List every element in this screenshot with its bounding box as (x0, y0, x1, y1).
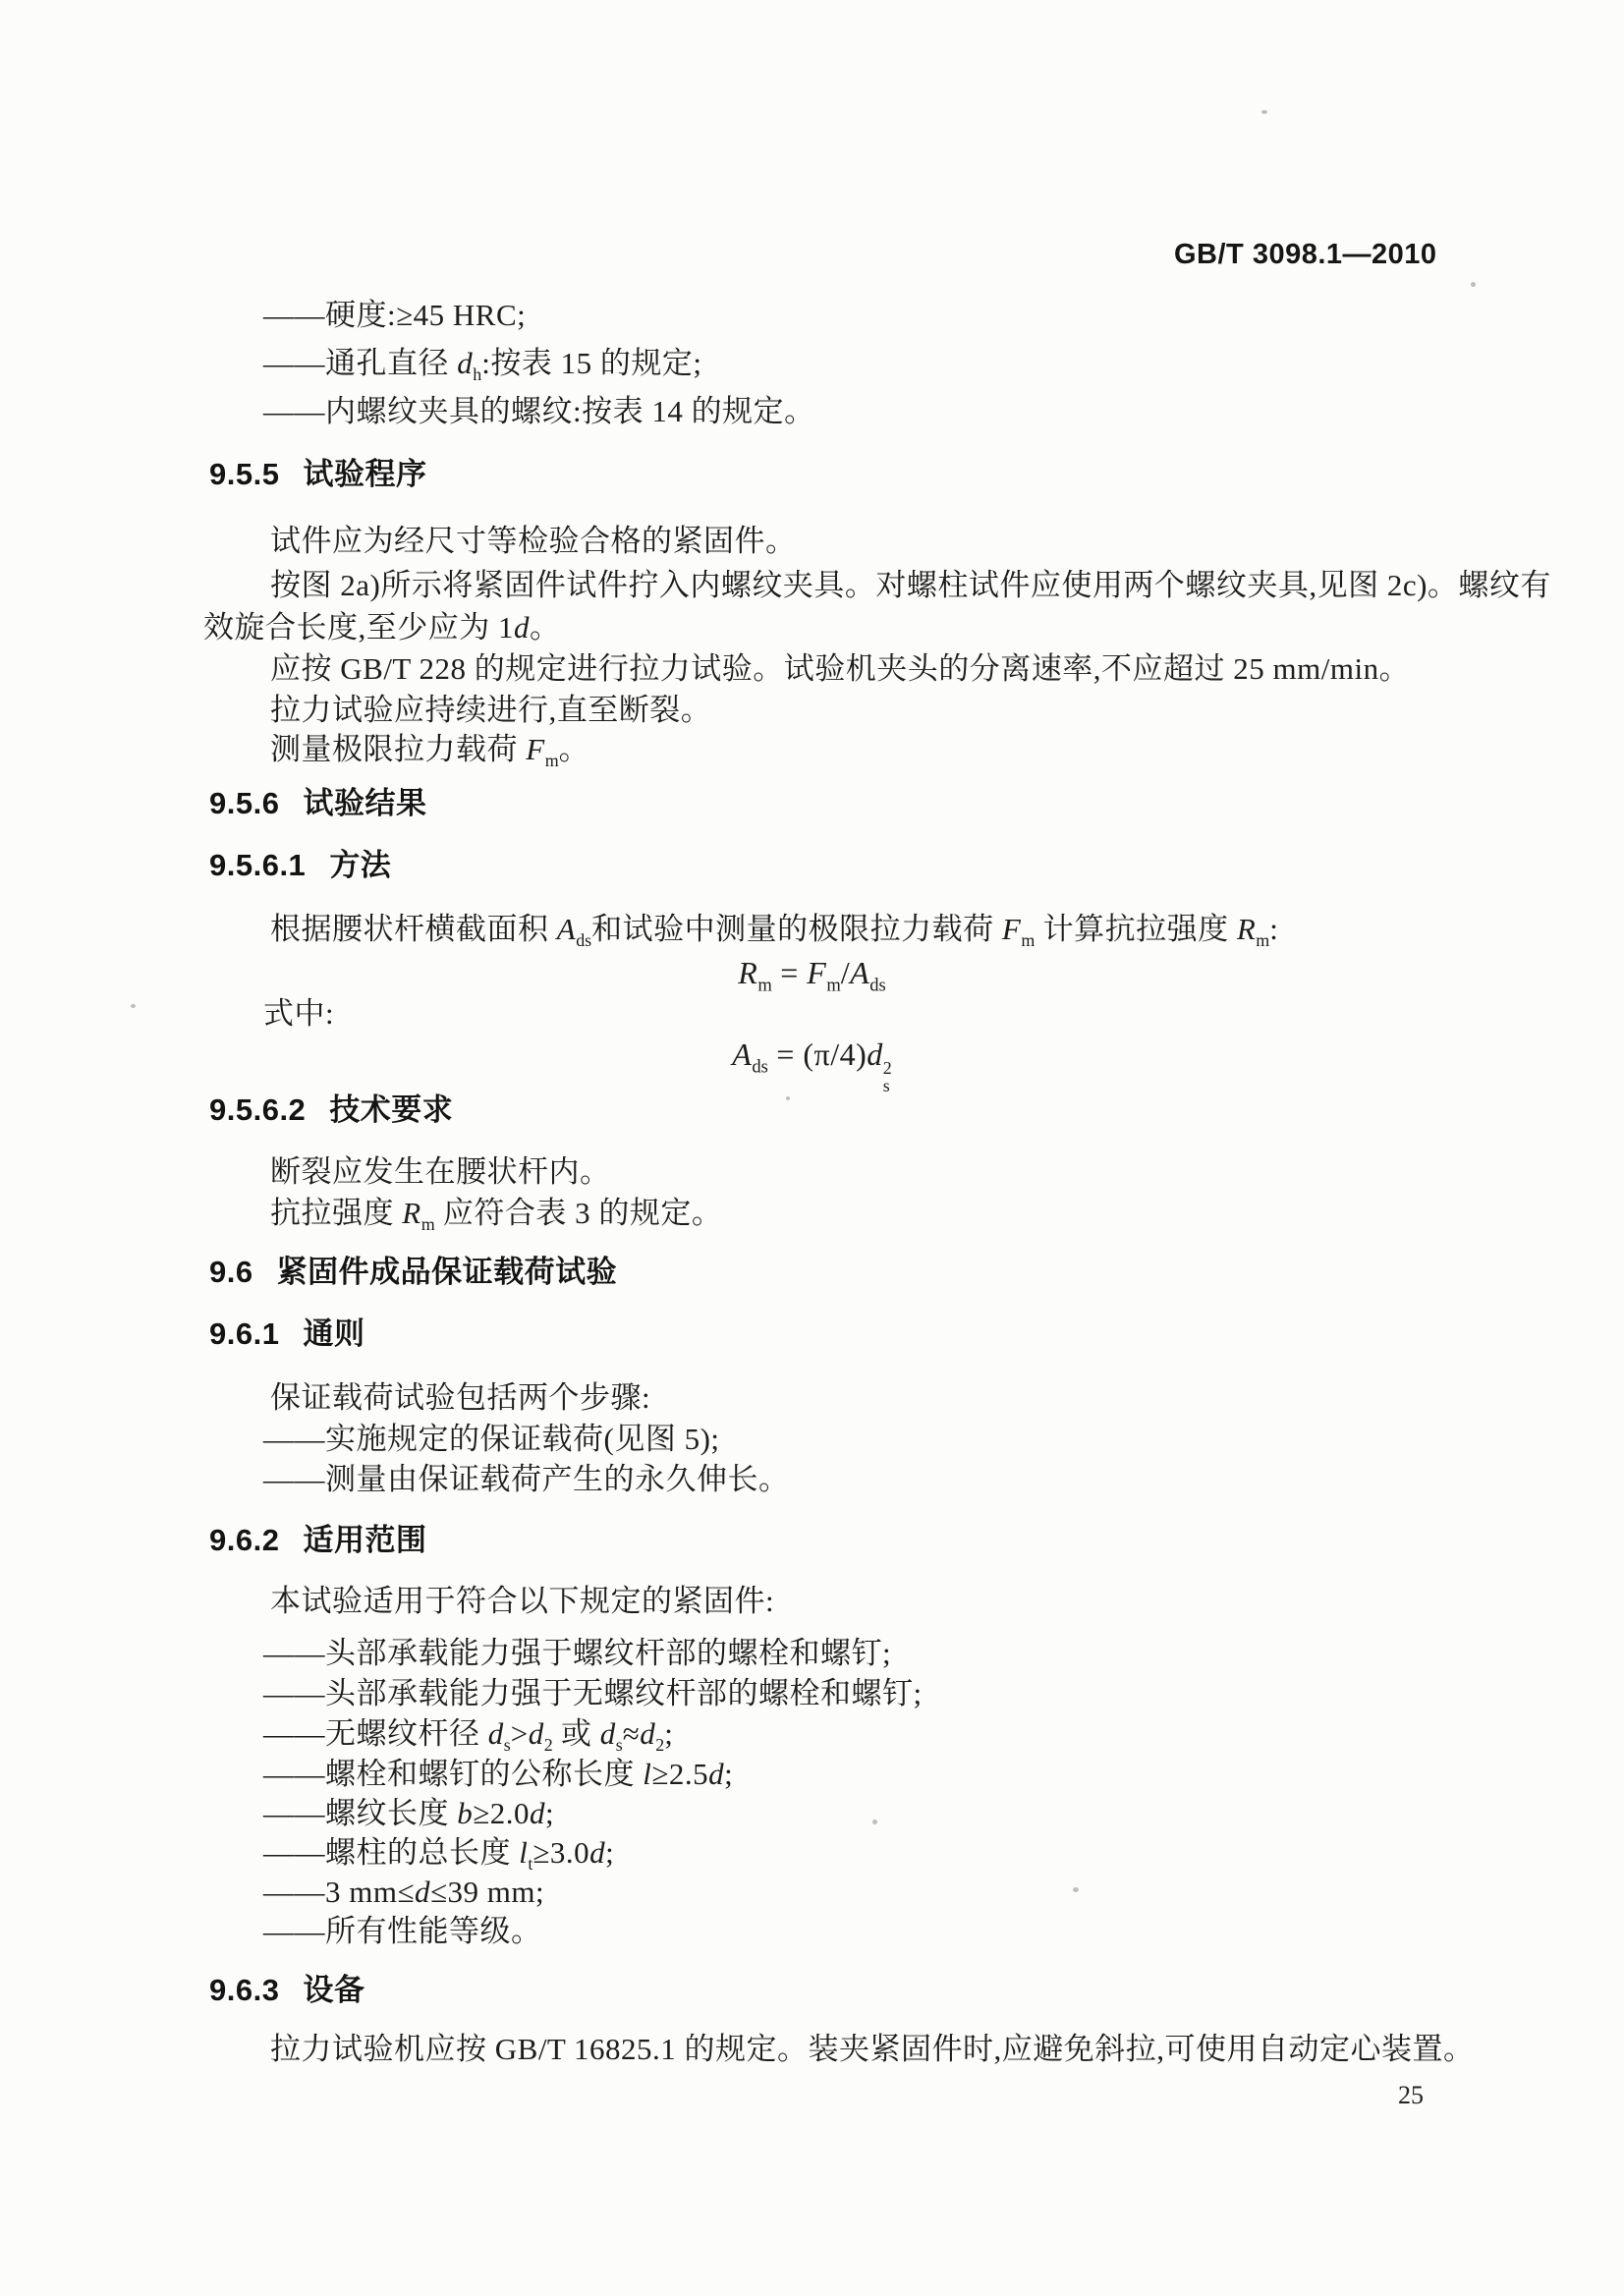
section-heading-9-5-6-2 (209, 1092, 453, 1128)
section-title: 试验程序 (303, 457, 427, 491)
section-heading-9-6-3 (209, 1973, 364, 2008)
formula-where-label: 式中: (263, 996, 335, 1031)
section-number: 9.5.6.1 (209, 848, 307, 882)
top-list-item-hole-diameter: ——通孔直径 $d_h$:按表 15 的规定; (263, 346, 702, 385)
standard-number-header: GB/T 3098.1—2010 (1174, 239, 1437, 270)
scan-speck (1471, 282, 1476, 287)
section-title: 方法 (329, 848, 392, 882)
list-item: ——测量由保证载荷产生的永久伸长。 (263, 1462, 790, 1496)
list-item: ——螺栓和螺钉的公称长度 l≥2.5d; (263, 1757, 734, 1791)
section-number: 9.6.1 (209, 1316, 280, 1351)
scan-speck (1073, 1887, 1079, 1892)
paragraph-line: 试件应为经尺寸等检验合格的紧固件。 (270, 524, 797, 558)
section-heading-9-5-6 (209, 786, 426, 821)
section-title: 紧固件成品保证载荷试验 (276, 1255, 618, 1289)
list-item: ——螺柱的总长度 $l_t\ge 3.0d$; (263, 1835, 615, 1875)
section-title: 通则 (303, 1316, 365, 1351)
list-item: ——螺纹长度 b≥2.0d; (263, 1796, 555, 1830)
list-item: ——实施规定的保证载荷(见图 5); (263, 1422, 720, 1456)
paragraph-line: 效旋合长度,至少应为 1d。 (203, 610, 561, 644)
scan-speck (1261, 110, 1267, 114)
formula-tensile-strength: $R_m = F_m/A_{ds}$ (738, 955, 886, 996)
paragraph-line: 断裂应发生在腰状杆内。 (270, 1154, 611, 1189)
formula-cross-section-area: $A_{ds} = (\pi/4)d$ 2 s (732, 1036, 892, 1095)
section-heading-9-6-2 (209, 1523, 426, 1558)
section-title: 技术要求 (329, 1092, 454, 1127)
section-heading-9-5-5 (209, 457, 426, 492)
scan-speck (786, 1096, 790, 1100)
section-number: 9.6.3 (209, 1973, 280, 2007)
section-heading-9-5-6-1 (209, 848, 391, 883)
section-title: 设备 (303, 1973, 365, 2007)
paragraph-line: 保证载荷试验包括两个步骤: (270, 1380, 651, 1415)
paragraph-line: 应按 GB/T 228 的规定进行拉力试验。试验机夹头的分离速率,不应超过 25 mm/min。 (270, 651, 1411, 686)
list-item: ——所有性能等级。 (263, 1914, 542, 1948)
page-number: 25 (1398, 2081, 1424, 2109)
paragraph-line: 测量极限拉力载荷 $F_m$。 (270, 732, 590, 771)
scan-speck (131, 1004, 136, 1008)
section-heading-9-6-1 (209, 1316, 364, 1352)
scan-speck (872, 1820, 877, 1824)
paragraph-line: 拉力试验机应按 GB/T 16825.1 的规定。装夹紧固件时,应避免斜拉,可使用自动定心装置。 (270, 2032, 1475, 2066)
paragraph-line: 按图 2a)所示将紧固件试件拧入内螺纹夹具。对螺柱试件应使用两个螺纹夹具,见图 2c)。螺纹有 (270, 568, 1551, 602)
section-title: 试验结果 (303, 786, 427, 820)
top-list-item-internal-thread: ——内螺纹夹具的螺纹:按表 14 的规定。 (263, 394, 815, 428)
section-number: 9.5.6 (209, 786, 280, 820)
section-heading-9-6 (209, 1255, 617, 1290)
section-number: 9.6 (209, 1255, 253, 1289)
paragraph-line: 抗拉强度 $R_m$ 应符合表 3 的规定。 (270, 1196, 723, 1235)
top-list-item-hardness: ——硬度:≥45 HRC; (263, 298, 527, 332)
section-number: 9.5.6.2 (209, 1092, 307, 1127)
list-item: ——无螺纹杆径 $d_s>d_2$ 或 $d_s\approx d_2$; (263, 1716, 674, 1756)
section-title: 适用范围 (303, 1523, 427, 1557)
paragraph-line: 本试验适用于符合以下规定的紧固件: (270, 1584, 775, 1618)
list-item: ——头部承载能力强于无螺纹杆部的螺栓和螺钉; (263, 1676, 923, 1710)
paragraph-line: 拉力试验应持续进行,直至断裂。 (270, 693, 712, 727)
paragraph-line: 根据腰状杆横截面积 $A_{ds}$和试验中测量的极限拉力载荷 $F_m$ 计算抗拉强度 $R_m$: (270, 912, 1279, 951)
list-item: ——头部承载能力强于螺纹杆部的螺栓和螺钉; (263, 1636, 892, 1670)
section-number: 9.6.2 (209, 1523, 280, 1557)
section-number: 9.5.5 (209, 457, 280, 491)
list-item: ——3 mm≤d≤39 mm; (263, 1875, 545, 1909)
